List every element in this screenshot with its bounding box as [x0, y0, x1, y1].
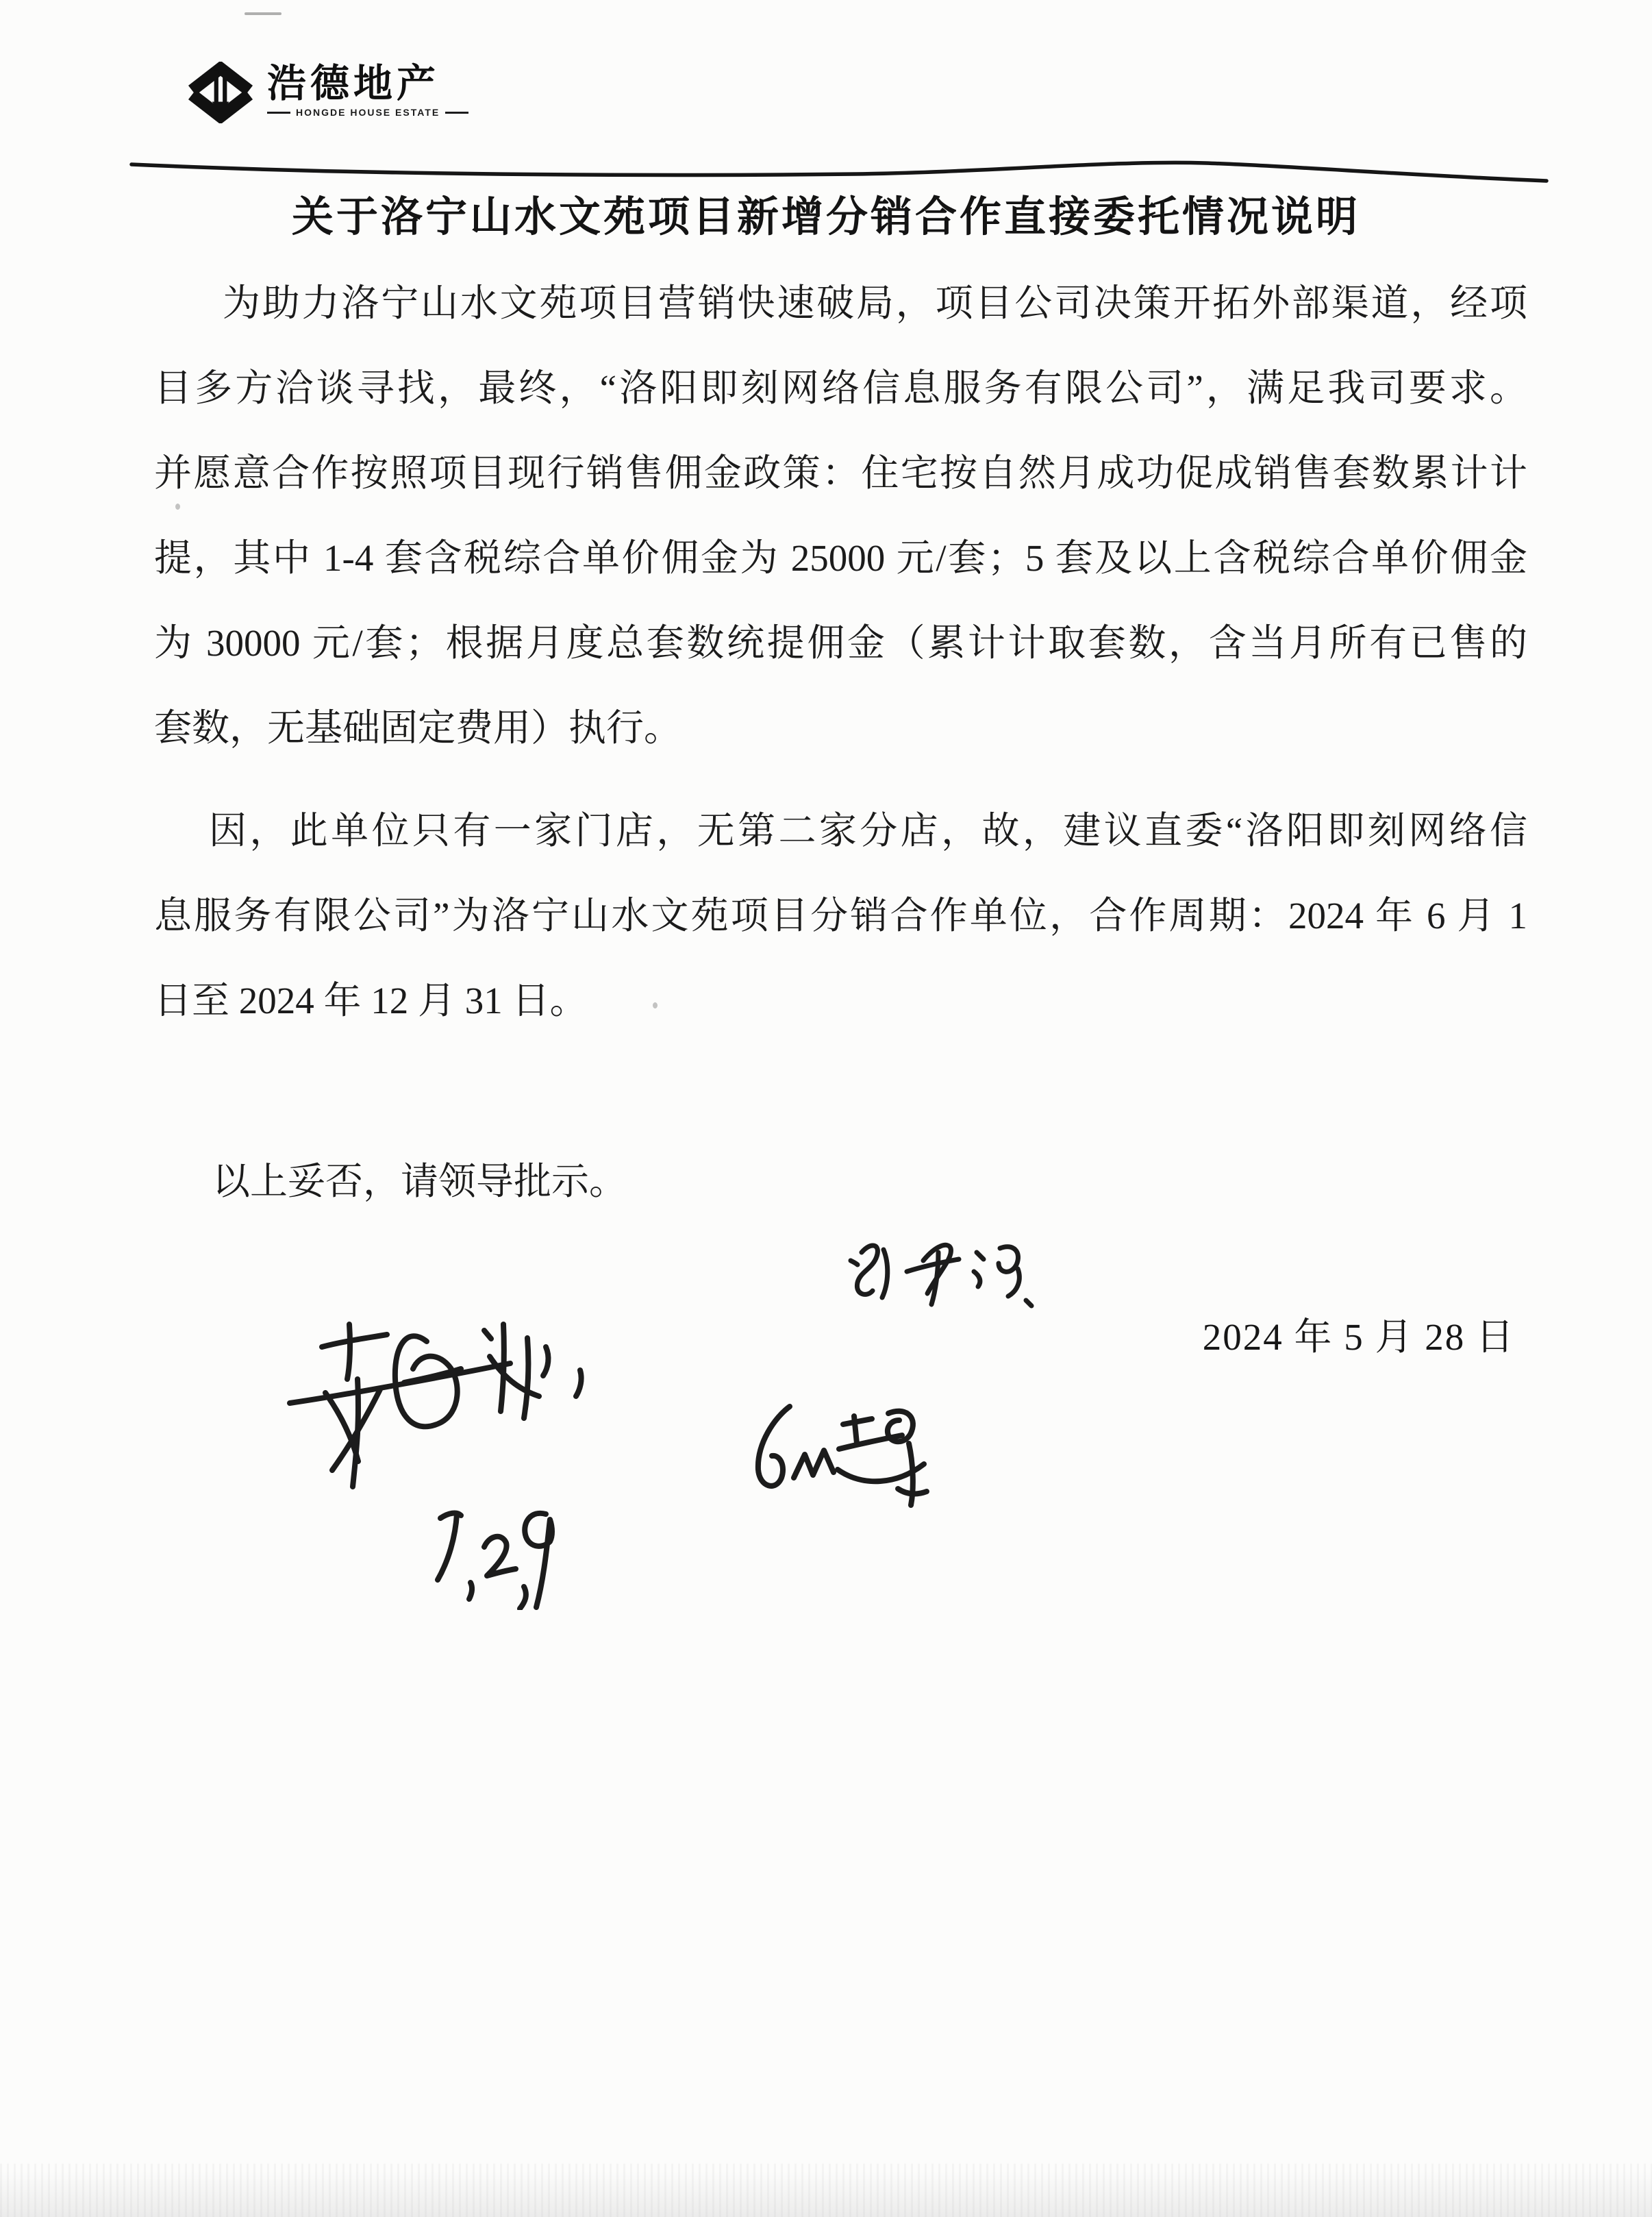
- handwritten-signature-left: [284, 1314, 592, 1610]
- tagline-text: HONGDE HOUSE ESTATE: [296, 107, 440, 118]
- company-name: 浩德地产: [267, 62, 440, 106]
- paragraph-1: [154, 261, 1527, 771]
- handwritten-signature-middle: [736, 1401, 935, 1531]
- paragraph-2: [154, 789, 1527, 1043]
- body-line: 并愿意合作按照项目现行销售佣金政策：住宅按自然月成功促成销售套数累计计: [154, 452, 1527, 494]
- body-line: 为 30000 元/套；根据月度总套数统提佣金（累计计取套数，含当月所有已售的: [154, 622, 1527, 664]
- body-line: 提，其中 1-4 套含税综合单价佣金为 25000 元/套；5 套及以上含税综合单价佣金: [154, 537, 1527, 579]
- body-line: 日至 2024 年 12 月 31 日。: [154, 980, 588, 1021]
- document-title: 关于洛宁山水文苑项目新增分销合作直接委托情况说明: [291, 195, 1360, 240]
- tagline-rule-left-icon: [267, 112, 290, 114]
- handwritten-signature-top: [841, 1233, 1047, 1322]
- company-tagline: [267, 107, 468, 118]
- body-line: 为助力洛宁山水文苑项目营销快速破局，项目公司决策开拓外部渠道，经项: [223, 282, 1527, 324]
- company-logo: [185, 62, 468, 123]
- scan-artifact-speck: [653, 1002, 658, 1008]
- closing-request: 以上妥否，请领导批示。: [212, 1161, 627, 1202]
- signoff-date: 2024 年 5 月 28 日: [1202, 1316, 1515, 1358]
- scan-artifact-bottom-edge: [0, 2164, 1652, 2217]
- hongde-logo-icon: [185, 62, 256, 123]
- body-line: 息服务有限公司”为洛宁山水文苑项目分销合作单位，合作周期：2024 年 6 月 1: [154, 895, 1527, 937]
- body-line: 套数，无基础固定费用）执行。: [154, 707, 682, 749]
- scan-artifact-top-dash: [245, 12, 281, 15]
- logo-text-block: [267, 62, 468, 118]
- body-line: 目多方洽谈寻找，最终，“洛阳即刻网络信息服务有限公司”，满足我司要求。: [154, 367, 1527, 409]
- tagline-rule-right-icon: [445, 112, 468, 114]
- body-line: 因，此单位只有一家门店，无第二家分店，故，建议直委“洛阳即刻网络信: [209, 810, 1527, 852]
- scan-artifact-speck: [175, 504, 180, 510]
